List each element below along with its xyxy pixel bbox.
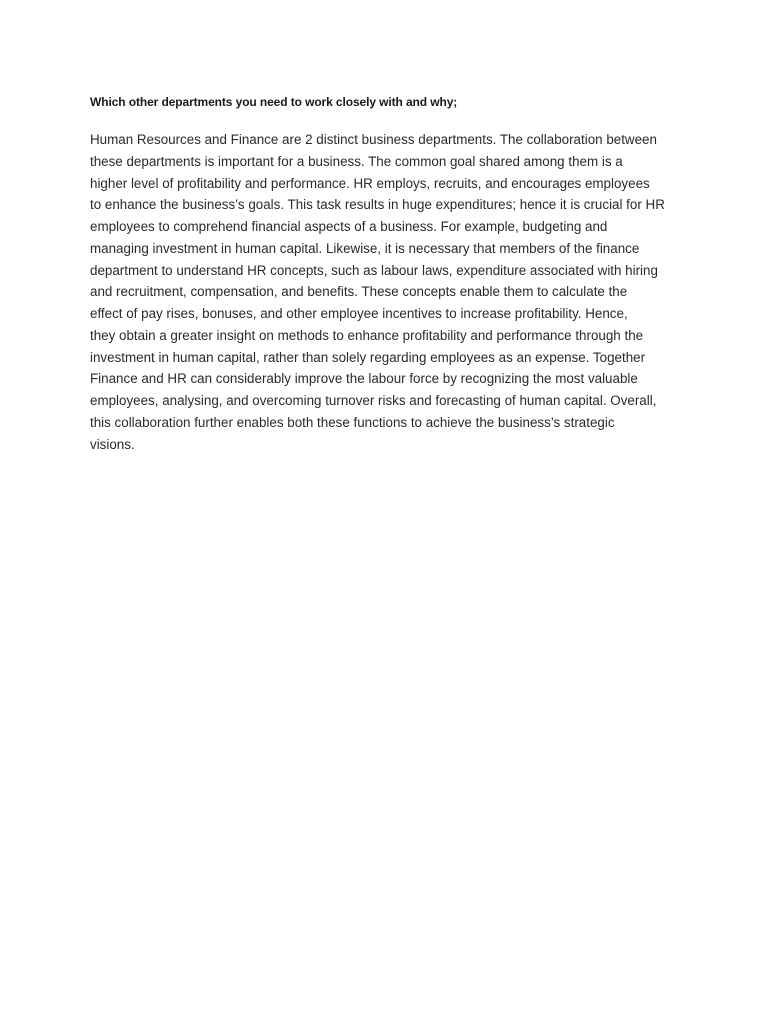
- paragraph-line: this collaboration further enables both these functions to achieve the business’s strategic: [90, 414, 615, 430]
- document-paragraph: [90, 129, 682, 455]
- document-heading: Which other departments you need to work closely with and why;: [90, 95, 458, 109]
- document-content: [90, 93, 682, 455]
- paragraph-line: Finance and HR can considerably improve the labour force by recognizing the most valuable: [90, 371, 638, 387]
- paragraph-line: employees to comprehend financial aspects of a business. For example, budgeting and: [90, 219, 608, 234]
- paragraph-line: managing investment in human capital. Likewise, it is necessary that members of the finance: [90, 240, 640, 256]
- paragraph-line: investment in human capital, rather than solely regarding employees as an expense. Together: [90, 349, 646, 365]
- paragraph-line: Human Resources and Finance are 2 distinct business departments. The collaboration between: [90, 132, 657, 147]
- paragraph-line: employees, analysing, and overcoming turnover risks and forecasting of human capital. Overall,: [90, 393, 657, 408]
- paragraph-line: they obtain a greater insight on methods to enhance profitability and performance through the: [90, 327, 644, 343]
- paragraph-line: these departments is important for a business. The common goal shared among them is a: [90, 153, 623, 169]
- paragraph-line: visions.: [90, 436, 135, 452]
- paragraph-line: higher level of profitability and performance. HR employs, recruits, and encourages employees: [90, 175, 650, 191]
- paragraph-line: and recruitment, compensation, and benefits. These concepts enable them to calculate the: [90, 284, 628, 300]
- paragraph-line: to enhance the business’s goals. This task results in huge expenditures; hence it is crucial for HR: [90, 197, 665, 213]
- paragraph-line: effect of pay rises, bonuses, and other employee incentives to increase profitability. Hence,: [90, 306, 628, 321]
- paragraph-line: department to understand HR concepts, such as labour laws, expenditure associated with hiring: [90, 262, 658, 278]
